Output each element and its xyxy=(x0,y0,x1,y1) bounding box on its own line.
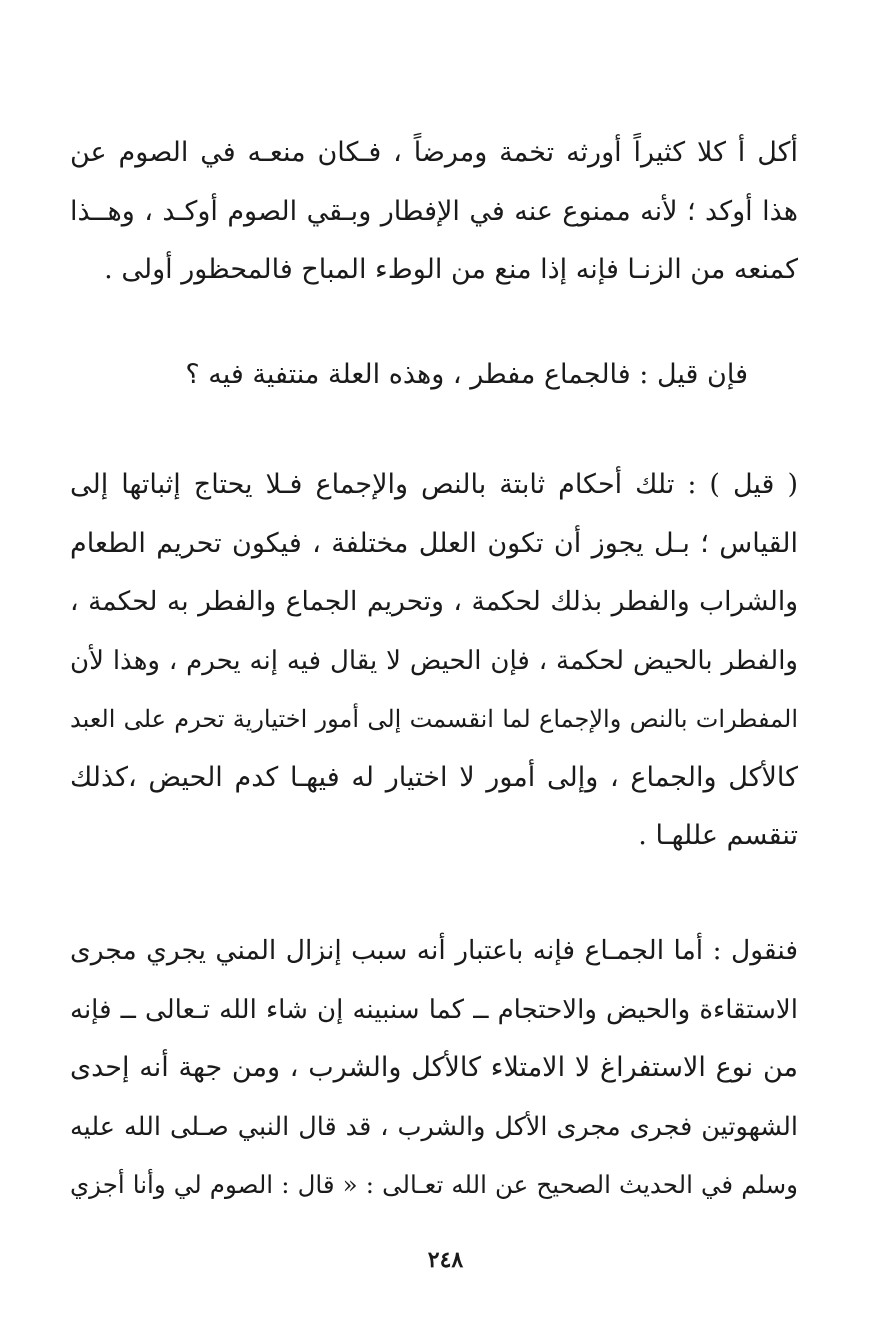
text-line: من نوع الاستفراغ لا الامتلاء كالأكل والشرب ، ومن جهة أنه إحدى xyxy=(70,1052,798,1083)
page-number: ٢٤٨ xyxy=(427,1247,464,1273)
text-line: القياس ؛ بـل يجوز أن تكون العلل مختلفة ، فيكون تحريم الطعام xyxy=(70,527,798,559)
text-line: المفطرات بالنص والإجماع لما انقسمت إلى أمور اختيارية تحرم على العبد xyxy=(70,705,798,733)
text-line: ( قيل ) : تلك أحكام ثابتة بالنص والإجماع فـلا يحتاج إثباتها إلى xyxy=(70,469,798,500)
text-line: أكل أ كلا كثيراً أورثه تخمة ومرضاً ، فـكان منعـه في الصوم عن xyxy=(70,137,798,168)
text-line: الاستقاءة والحيض والاحتجام ــ كما سنبينه إن شاء الله تـعالى ــ فإنه xyxy=(70,994,798,1025)
text-line: هذا أوكد ؛ لأنه ممنوع عنه في الإفطار وبـقي الصوم أوكـد ، وهــذا xyxy=(70,195,798,227)
text-line: كالأكل والجماع ، وإلى أمور لا اختيار له فيهـا كدم الحيض ،كذلك xyxy=(70,761,798,793)
text-line: الشهوتين فجرى مجرى الأكل والشرب ، قد قال النبي صـلى الله عليه xyxy=(70,1111,798,1142)
text-line: كمنعه من الزنـا فإنه إذا منع من الوطء المباح فالمحظور أولى . xyxy=(104,254,798,285)
paragraph-3 xyxy=(70,456,798,866)
text-line: والشراب والفطر بذلك لحكمة ، وتحريم الجماع والفطر به لحكمة ، xyxy=(70,586,798,617)
paragraph-1 xyxy=(70,124,798,300)
paragraph-2 xyxy=(70,346,798,405)
text-line: والفطر بالحيض لحكمة ، فإن الحيض لا يقال فيه إنه يحرم ، وهذا لأن xyxy=(70,645,798,676)
text-line: تنقسم عللهـا . xyxy=(638,820,798,851)
paragraph-4 xyxy=(70,922,798,1215)
text-line: وسلم في الحديث الصحيح عن الله تعـالى : « قال : الصوم لي وأنا أجزي xyxy=(70,1170,798,1199)
text-line: فنقول : أما الجمـاع فإنه باعتبار أنه سبب إنزال المني يجري مجرى xyxy=(70,935,798,966)
text-line: فإن قيل : فالجماع مفطر ، وهذه العلة منتفية فيه ؟ xyxy=(185,359,748,390)
